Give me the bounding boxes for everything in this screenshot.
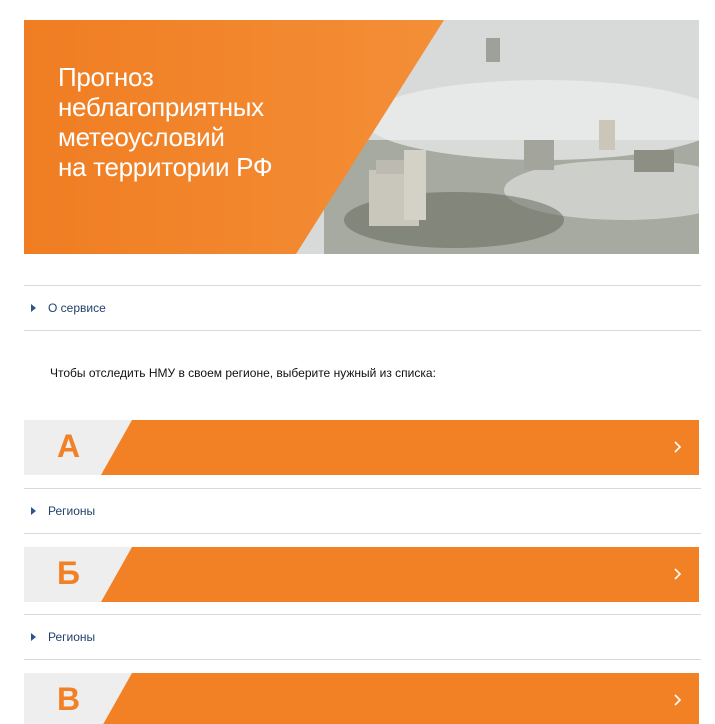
letter-bar-fill	[24, 420, 699, 475]
regions-toggle-b[interactable]	[24, 615, 701, 659]
regions-label: Регионы	[48, 630, 96, 644]
chevron-right-icon	[671, 438, 685, 456]
letter-label: А	[57, 428, 81, 464]
divider	[24, 533, 701, 534]
banner-title-line: Прогноз	[58, 62, 154, 92]
letter-bar-fill	[24, 673, 699, 724]
about-service-toggle[interactable]	[24, 286, 701, 330]
intro-text: Чтобы отследить НМУ в своем регионе, выберите нужный из списка:	[50, 366, 436, 380]
hero-banner	[24, 20, 699, 254]
banner-title-line: на территории РФ	[58, 152, 273, 182]
letter-bar-a[interactable]	[24, 420, 699, 475]
banner-title-line: метеоусловий	[58, 122, 225, 152]
letter-label: Б	[57, 555, 80, 591]
divider	[24, 330, 701, 331]
about-service-label: О сервисе	[48, 301, 106, 315]
letter-label: В	[57, 681, 81, 717]
chevron-right-icon	[671, 565, 685, 583]
regions-toggle-a[interactable]	[24, 489, 701, 533]
triangle-right-icon	[31, 304, 36, 312]
letter-bar-v[interactable]	[24, 673, 699, 724]
letter-bar-b[interactable]	[24, 547, 699, 602]
divider	[24, 659, 701, 660]
chevron-right-icon	[671, 691, 685, 709]
triangle-right-icon	[31, 633, 36, 641]
banner-title	[58, 62, 358, 182]
triangle-right-icon	[31, 507, 36, 515]
banner-title-line: неблагоприятных	[58, 92, 264, 122]
letter-bar-fill	[24, 547, 699, 602]
regions-label: Регионы	[48, 504, 96, 518]
